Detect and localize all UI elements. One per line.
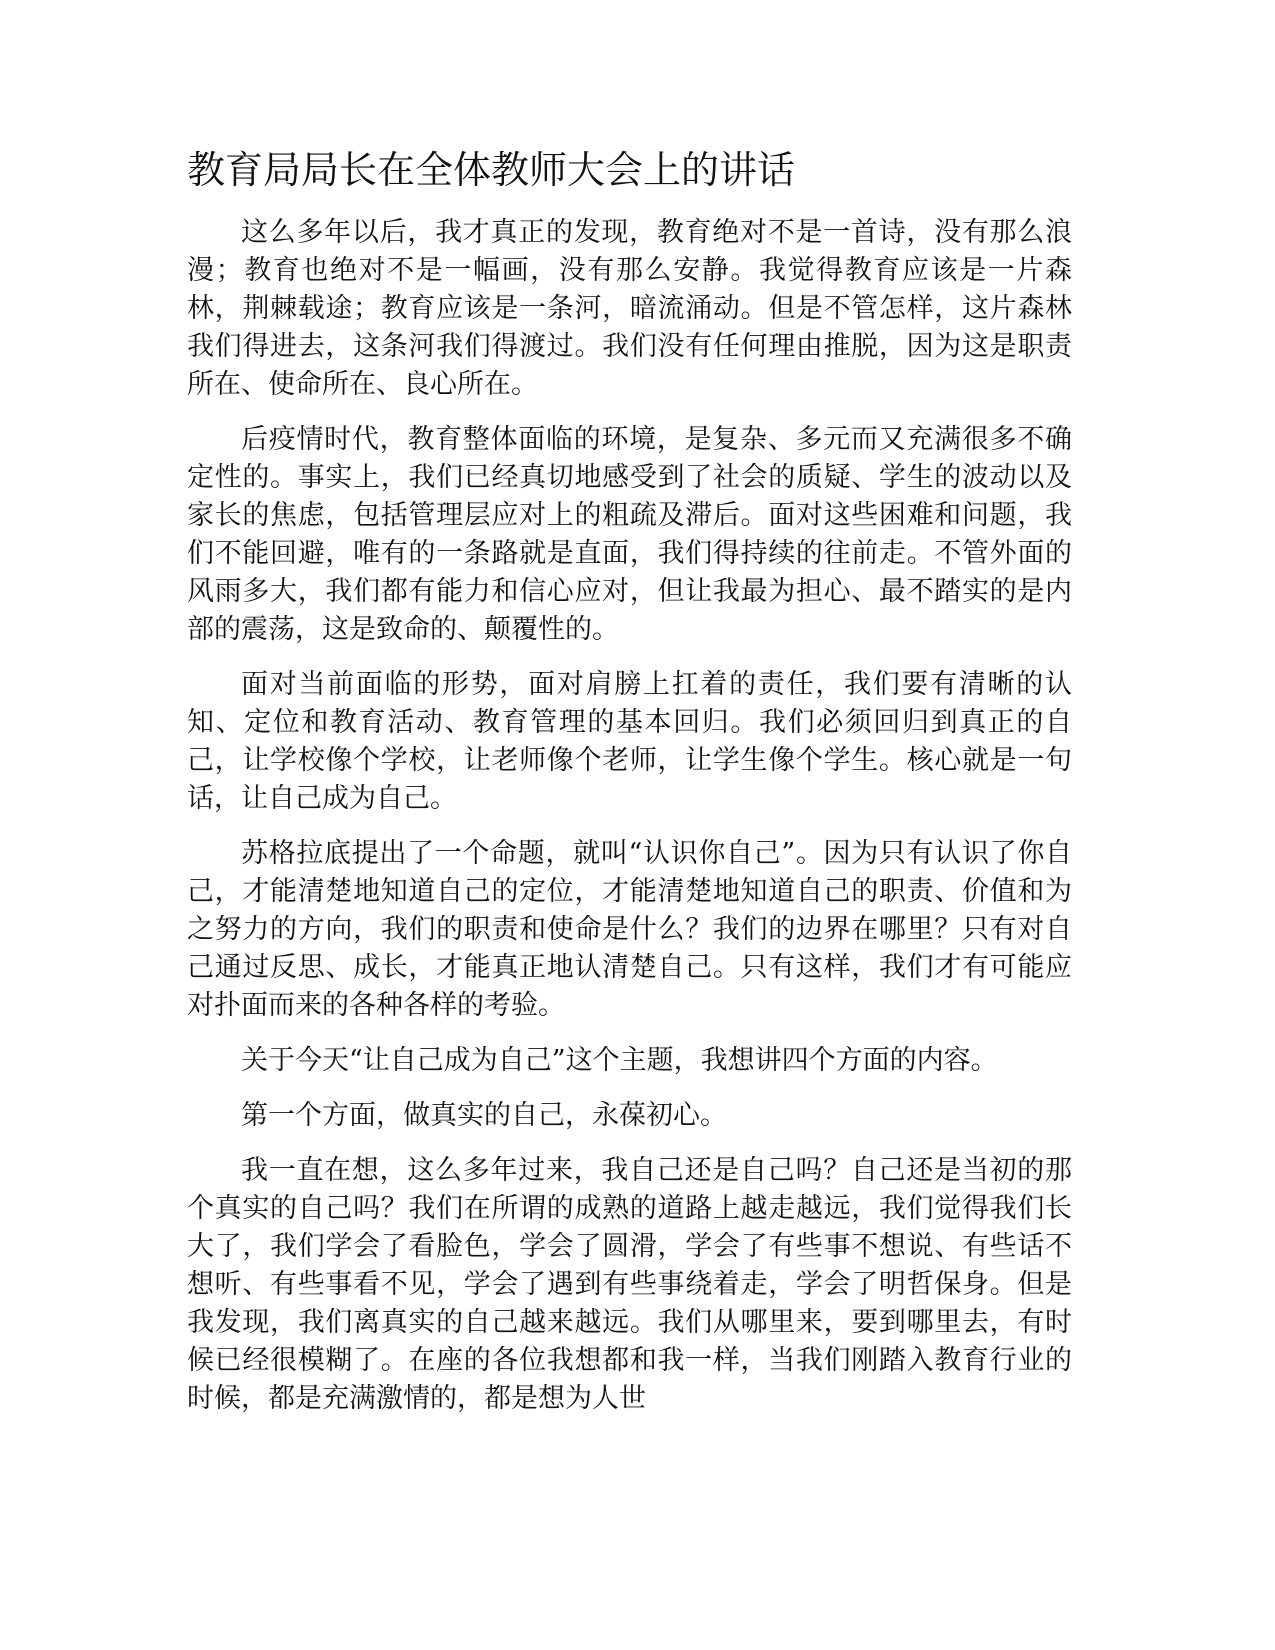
paragraph-2: 后疫情时代，教育整体面临的环境，是复杂、多元而又充满很多不确定性的。事实上，我们已经真切地感受到了社会的质疑、学生的波动以及家长的焦虑，包括管理层应对上的粗疏及滞后。面对这些困难和问题，我们不能回避，唯有的一条路就是直面，我们得持续的往前走。不管外面的风雨多大，我们都有能力和信心应对，但让我最为担心、最不踏实的是内部的震荡，这是致命的、颠覆性的。: [187, 423, 1072, 645]
paragraph-3: 面对当前面临的形势，面对肩膀上扛着的责任，我们要有清晰的认知、定位和教育活动、教育管理的基本回归。我们必须回归到真正的自己，让学校像个学校，让老师像个老师，让学生像个学生。核心就是一句话，让自己成为自己。: [187, 668, 1072, 814]
paragraph-7: 我一直在想，这么多年过来，我自己还是自己吗？自己还是当初的那个真实的自己吗？我们在所谓的成熟的道路上越走越远，我们觉得我们长大了，我们学会了看脸色，学会了圆滑，学会了有些事不想说、有些话不想听、有些事看不见，学会了遇到有些事绕着走，学会了明哲保身。但是我发现，我们离真实的自己越来越远。我们从哪里来，要到哪里去，有时候已经很模糊了。在座的各位我想都和我一样，当我们刚踏入教育行业的时候，都是充满激情的，都是想为人世: [187, 1154, 1072, 1414]
paragraph-6: 第一个方面，做真实的自己，永葆初心。: [241, 1099, 727, 1131]
paragraph-4: 苏格拉底提出了一个命题，就叫“认识你自己”。因为只有认识了你自己，才能清楚地知道自己的定位，才能清楚地知道自己的职责、价值和为之努力的方向，我们的职责和使命是什么？我们的边界在哪里？只有对自己通过反思、成长，才能真正地认清楚自己。只有这样，我们才有可能应对扑面而来的各种各样的考验。: [187, 837, 1072, 1021]
document-page: [187, 148, 1072, 1435]
paragraph-1: 这么多年以后，我才真正的发现，教育绝对不是一首诗，没有那么浪漫；教育也绝对不是一幅画，没有那么安静。我觉得教育应该是一片森林，荆棘载途；教育应该是一条河，暗流涌动。但是不管怎样，这片森林我们得进去，这条河我们得渡过。我们没有任何理由推脱，因为这是职责所在、使命所在、良心所在。: [187, 216, 1072, 400]
paragraph-5: 关于今天“让自己成为自己”这个主题，我想讲四个方面的内容。: [241, 1044, 998, 1076]
document-title: 教育局局长在全体教师大会上的讲话: [187, 148, 796, 192]
